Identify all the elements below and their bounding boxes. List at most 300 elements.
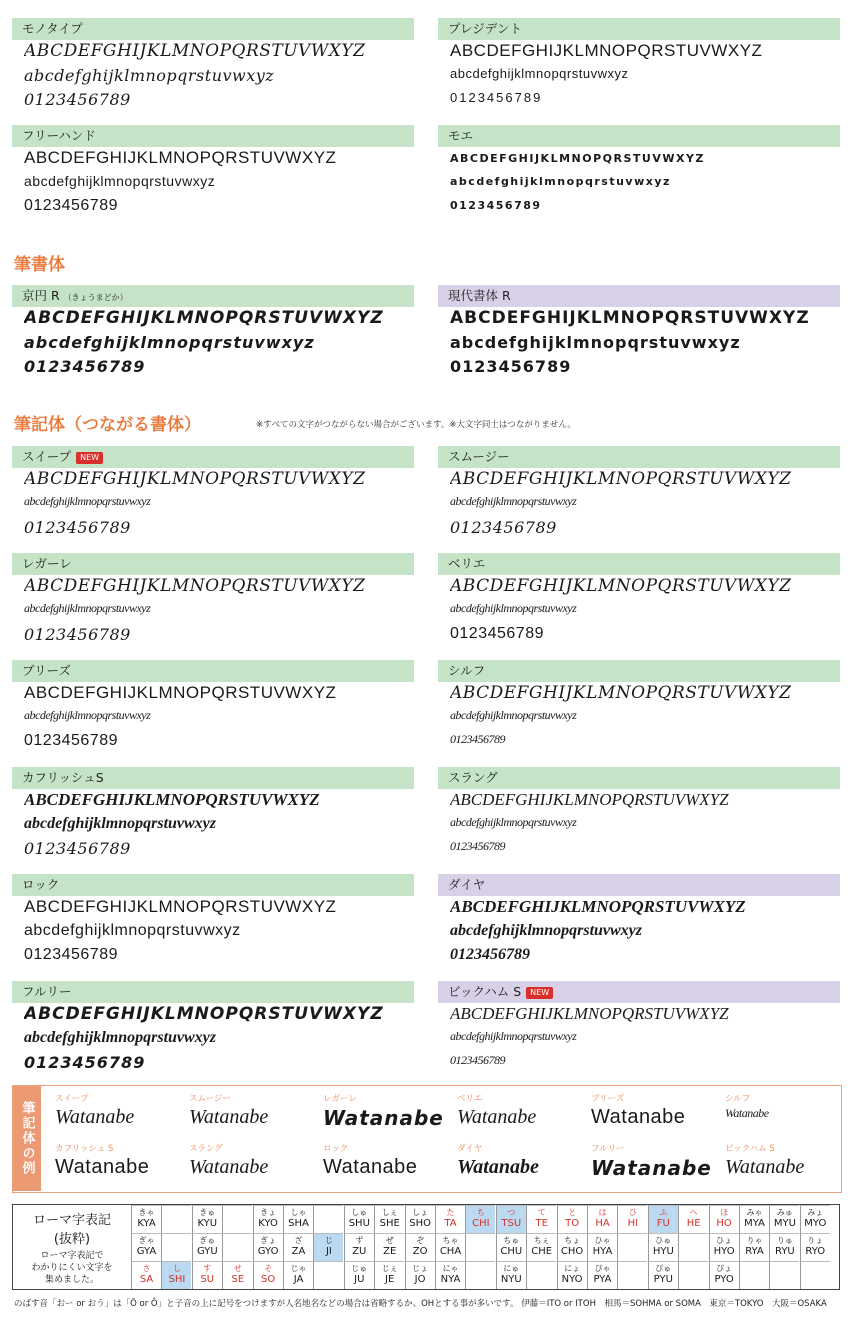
example-label: ダイヤ [457, 1144, 483, 1154]
font-card-script [438, 767, 840, 879]
sample-digits: 0123456789 [450, 199, 542, 212]
section-title-script: 筆記体（つながる書体） [14, 415, 201, 435]
romaji: HO [716, 1218, 732, 1229]
example-item [323, 1142, 453, 1190]
kana: ぴゃ [594, 1264, 611, 1273]
example-item [591, 1142, 721, 1190]
romaji-cell [800, 1261, 830, 1289]
font-name: スラング [448, 770, 498, 785]
kana: じ [324, 1236, 333, 1245]
sample-lower: abcdefghijklmnopqrstuvwxyz [450, 601, 577, 615]
font-name-bar: プレジデント [438, 18, 840, 40]
font-card-script [12, 874, 414, 986]
kana: みゃ [746, 1208, 763, 1217]
romaji: NYA [440, 1274, 461, 1285]
romaji-cell [678, 1205, 708, 1233]
romaji-cell [496, 1261, 526, 1289]
romaji-cell [222, 1261, 252, 1289]
romaji-cell [800, 1233, 830, 1261]
kana: しゃ [290, 1208, 307, 1217]
sample-digits: 0123456789 [24, 732, 118, 749]
example-word: Watanabe [55, 1106, 135, 1128]
romaji: HE [686, 1218, 701, 1229]
romaji-cell [709, 1261, 739, 1289]
romaji-desc: ローマ字表記で わかりにくい文字を 集めました。 [31, 1251, 113, 1285]
romaji-cell [131, 1205, 161, 1233]
font-name: レガーレ [22, 556, 72, 571]
example-label: スムージー [189, 1094, 231, 1104]
font-name: ダイヤ [448, 877, 486, 892]
romaji-cell [739, 1205, 769, 1233]
romaji: GYA [136, 1246, 157, 1257]
kana: す [203, 1264, 212, 1273]
romaji: HYO [713, 1246, 735, 1257]
example-word: Watanabe [189, 1106, 269, 1128]
romaji-cell [526, 1261, 556, 1289]
romaji-cell [222, 1205, 252, 1233]
footer-note: のばす音「おー or おう」は「Ō or Ô」と子音の上に記号をつけますが人名地名などの場合は省略するか、OHとする事が多いです。 伊藤＝ITO or ITOH 相馬＝SOHMA or SOMA 東京＝TOKYO 大阪＝OSAKA [14, 1299, 827, 1309]
sample-digits: 0123456789 [450, 625, 544, 642]
sample-upper: ABCDEFGHIJKLMNOPQRSTUVWXYZ [24, 576, 366, 596]
font-card-script [438, 874, 840, 986]
romaji: GYU [196, 1246, 218, 1257]
sample-digits: 0123456789 [24, 839, 131, 858]
kana: つ [507, 1208, 516, 1217]
kana: ぎゅ [199, 1236, 216, 1245]
sample-lower: abcdefghijklmnopqrstuvwxyz [24, 922, 241, 939]
romaji: NYU [500, 1274, 522, 1285]
romaji: JO [414, 1274, 426, 1285]
sample-upper: ABCDEFGHIJKLMNOPQRSTUVWXYZ [24, 469, 366, 489]
romaji: JA [293, 1274, 304, 1285]
font-name-bar [438, 767, 840, 789]
romaji: ZE [383, 1246, 397, 1257]
kana: ぎゃ [138, 1236, 155, 1245]
kana: ぎょ [260, 1236, 277, 1245]
sample-lower: abcdefghijklmnopqrstuvwxyz [450, 175, 671, 188]
romaji-cell [161, 1233, 191, 1261]
romaji-cell [131, 1233, 161, 1261]
romaji: TA [444, 1218, 457, 1229]
kana: きゅ [199, 1208, 216, 1217]
font-name-bar [12, 446, 414, 468]
font-name-bar: モノタイプ [12, 18, 414, 40]
romaji: RYA [745, 1246, 764, 1257]
sample-lower: abcdefghijklmnopqrstuvwxyz [450, 1029, 577, 1043]
font-name-bar [438, 660, 840, 682]
sample-digits: 0123456789 [450, 1053, 505, 1067]
romaji: PYA [593, 1274, 612, 1285]
kana: じぇ [381, 1264, 398, 1273]
examples-tag: 筆記体の例 [13, 1086, 41, 1191]
romaji-cell [253, 1233, 283, 1261]
sample-lower: abcdefghijklmnopqrstuvwxyz [24, 66, 275, 85]
font-name-bar: 現代書体 R [438, 285, 840, 307]
romaji: SE [231, 1274, 245, 1285]
romaji: SHO [409, 1218, 431, 1229]
sample-digits: 0123456789 [450, 732, 505, 746]
kana: ひょ [716, 1236, 733, 1245]
romaji-cell [587, 1261, 617, 1289]
kana: しょ [412, 1208, 429, 1217]
romaji-cell [222, 1233, 252, 1261]
example-label: ビックハム S [725, 1144, 775, 1154]
example-label: スイープ [55, 1094, 89, 1104]
romaji: JI [325, 1246, 332, 1257]
kana: じょ [412, 1264, 429, 1273]
romaji-cell [557, 1233, 587, 1261]
romaji-cell [374, 1261, 404, 1289]
romaji-cell [648, 1233, 678, 1261]
sample-upper: ABCDEFGHIJKLMNOPQRSTUVWXYZ [24, 41, 366, 61]
font-card-kyomadoka [12, 285, 414, 397]
kana: ぴょ [716, 1264, 733, 1273]
kana: ち [476, 1208, 485, 1217]
sample-lower: abcdefghijklmnopqrstuvwxyz [450, 922, 643, 939]
example-word: Watanabe [189, 1156, 269, 1178]
sample-upper: ABCDEFGHIJKLMNOPQRSTUVWXYZ [450, 308, 810, 328]
example-label: レガーレ [323, 1094, 357, 1104]
kana: しゅ [351, 1208, 368, 1217]
font-card-script [438, 446, 840, 558]
example-word: Watanabe [725, 1156, 805, 1178]
romaji-title-block [13, 1205, 131, 1289]
sample-lower: abcdefghijklmnopqrstuvwxyz [450, 815, 577, 829]
sample-upper: ABCDEFGHIJKLMNOPQRSTUVWXYZ [450, 1004, 729, 1023]
font-name-bar [438, 553, 840, 575]
romaji: ZO [412, 1246, 428, 1257]
sample-digits: 0123456789 [450, 518, 557, 537]
sample-upper: ABCDEFGHIJKLMNOPQRSTUVWXYZ [450, 469, 792, 489]
sample-lower: abcdefghijklmnopqrstuvwxyz [24, 708, 151, 722]
romaji-cell [435, 1261, 465, 1289]
example-label: ベリエ [457, 1094, 483, 1104]
romaji: PYO [714, 1274, 734, 1285]
example-item [55, 1092, 185, 1140]
romaji-cell [496, 1233, 526, 1261]
sample-digits: 0123456789 [450, 839, 505, 853]
kana: ざ [294, 1236, 303, 1245]
kana: ず [355, 1236, 364, 1245]
romaji-cell [587, 1205, 617, 1233]
romaji-cell [678, 1261, 708, 1289]
sample-lower: abcdefghijklmnopqrstuvwxyz [24, 601, 151, 615]
romaji: ZU [352, 1246, 367, 1257]
romaji-cell [617, 1233, 647, 1261]
font-name-bar [12, 285, 414, 307]
romaji-subtitle: (抜粋) [53, 1232, 91, 1247]
example-item [189, 1142, 319, 1190]
romaji-cell [465, 1233, 495, 1261]
font-card-president [438, 18, 840, 130]
romaji-cell [769, 1233, 799, 1261]
font-name-bar [12, 767, 414, 789]
kana: きゃ [138, 1208, 155, 1217]
sample-lower: abcdefghijklmnopqrstuvwxyz [24, 494, 151, 508]
example-word: Watanabe [457, 1156, 539, 1178]
romaji-cell [253, 1205, 283, 1233]
example-label: ブリーズ [591, 1094, 625, 1104]
romaji: HYU [652, 1246, 674, 1257]
kana: ちゃ [442, 1236, 459, 1245]
romaji-cell [192, 1261, 222, 1289]
romaji-cell [496, 1205, 526, 1233]
romaji: SU [200, 1274, 215, 1285]
sample-lower: abcdefghijklmnopqrstuvwxyz [24, 333, 315, 352]
kana: しぇ [381, 1208, 398, 1217]
romaji-cell [405, 1261, 435, 1289]
font-name: ベリエ [448, 556, 486, 571]
font-card-script [12, 660, 414, 772]
sample-upper: ABCDEFGHIJKLMNOPQRSTUVWXYZ [24, 308, 384, 328]
font-name: スイープ [22, 449, 72, 464]
sample-lower: abcdefghijklmnopqrstuvwxyz [450, 333, 741, 352]
sample-digits: 0123456789 [24, 1053, 146, 1072]
romaji-cell [344, 1205, 374, 1233]
section-title-brush: 筆書体 [14, 255, 65, 275]
romaji-cell [313, 1205, 343, 1233]
romaji: TO [565, 1218, 580, 1229]
font-name-bar: モエ [438, 125, 840, 147]
section-note-script: ※すべての文字がつながらない場合がございます。※大文字同士はつながりません。 [256, 420, 576, 430]
kana: ちぇ [533, 1236, 550, 1245]
romaji: SHA [288, 1218, 309, 1229]
sample-digits: 0123456789 [24, 518, 131, 537]
romaji: HA [595, 1218, 610, 1229]
sample-lower: abcdefghijklmnopqrstuvwxyz [24, 173, 216, 189]
kana: ふ [659, 1208, 668, 1217]
sample-upper: ABCDEFGHIJKLMNOPQRSTUVWXYZ [24, 683, 337, 702]
sample-upper: ABCDEFGHIJKLMNOPQRSTUVWXYZ [24, 897, 337, 916]
romaji: RYU [775, 1246, 795, 1257]
example-item [323, 1092, 453, 1140]
romaji-cell [283, 1261, 313, 1289]
romaji: JU [354, 1274, 365, 1285]
font-name: ビックハム S [448, 984, 522, 999]
example-item [457, 1142, 587, 1190]
romaji-title: ローマ字表記 [32, 1213, 111, 1228]
example-word: Watanabe [725, 1106, 769, 1120]
romaji: KYO [258, 1218, 278, 1229]
font-reading: （きょうまどか） [63, 293, 128, 302]
romaji-cell [374, 1205, 404, 1233]
kana: ぞ [416, 1236, 425, 1245]
romaji: CHI [472, 1218, 490, 1229]
romaji-cell [648, 1261, 678, 1289]
example-item [725, 1142, 852, 1190]
romaji-cell [769, 1205, 799, 1233]
romaji-cell [648, 1205, 678, 1233]
sample-digits: 0123456789 [24, 197, 118, 214]
sample-digits: 0123456789 [24, 357, 146, 376]
font-card-monotype [12, 18, 414, 130]
sample-upper: ABCDEFGHIJKLMNOPQRSTUVWXYZ [24, 790, 320, 809]
kana: にょ [564, 1264, 581, 1273]
sample-upper: ABCDEFGHIJKLMNOPQRSTUVWXYZ [450, 152, 705, 165]
font-name: シルフ [448, 663, 486, 678]
romaji: SA [139, 1274, 154, 1285]
font-name: ブリーズ [22, 663, 71, 678]
romaji-cell [557, 1205, 587, 1233]
example-item [189, 1092, 319, 1140]
examples-box [12, 1085, 842, 1193]
sample-lower: abcdefghijklmnopqrstuvwxyz [24, 1029, 217, 1046]
font-name: スムージー [448, 449, 510, 464]
sample-lower: abcdefghijklmnopqrstuvwxyz [450, 494, 577, 508]
sample-digits: 0123456789 [450, 357, 572, 376]
romaji: MYA [744, 1218, 765, 1229]
romaji-cell [526, 1205, 556, 1233]
romaji-cell [739, 1261, 769, 1289]
example-item [591, 1092, 721, 1140]
font-name-bar [438, 981, 840, 1003]
example-label: カフリッシュ S [55, 1144, 114, 1154]
kana: じゅ [351, 1264, 368, 1273]
romaji: RYO [805, 1246, 826, 1257]
romaji: ZA [291, 1246, 306, 1257]
example-word: Watanabe [323, 1106, 444, 1130]
romaji-cell [435, 1233, 465, 1261]
sample-upper: ABCDEFGHIJKLMNOPQRSTUVWXYZ [450, 683, 792, 703]
font-card-script [12, 981, 414, 1093]
romaji-cell [192, 1205, 222, 1233]
romaji-cell [678, 1233, 708, 1261]
font-card-moe [438, 125, 840, 237]
romaji: FU [656, 1218, 670, 1229]
kana: さ [142, 1264, 151, 1273]
sample-upper: ABCDEFGHIJKLMNOPQRSTUVWXYZ [24, 1004, 384, 1024]
romaji: GYO [257, 1246, 279, 1257]
sample-lower: abcdefghijklmnopqrstuvwxyz [450, 708, 577, 722]
romaji: TE [535, 1218, 548, 1229]
font-name-bar [12, 553, 414, 575]
romaji-cell [617, 1205, 647, 1233]
font-card-script [438, 553, 840, 665]
romaji: MYU [773, 1218, 796, 1229]
romaji-cell [405, 1233, 435, 1261]
font-name: フルリー [22, 984, 72, 999]
romaji-cell [283, 1205, 313, 1233]
font-card-script [438, 981, 840, 1093]
romaji-cell [526, 1233, 556, 1261]
romaji-cell [161, 1261, 191, 1289]
romaji-cell [709, 1233, 739, 1261]
example-label: ロック [323, 1144, 349, 1154]
romaji: SHE [379, 1218, 400, 1229]
sample-upper: ABCDEFGHIJKLMNOPQRSTUVWXYZ [24, 148, 337, 167]
kana: ぴゅ [655, 1264, 672, 1273]
font-card-script [12, 767, 414, 879]
romaji-cell [800, 1205, 830, 1233]
font-card-freehand [12, 125, 414, 237]
romaji-cell [435, 1205, 465, 1233]
romaji: SO [260, 1274, 276, 1285]
example-word: Watanabe [591, 1156, 712, 1180]
kana: にゃ [442, 1264, 459, 1273]
font-card-gendai [438, 285, 840, 397]
romaji: CHE [531, 1246, 553, 1257]
romaji-cell [283, 1233, 313, 1261]
sample-digits: 0123456789 [24, 90, 131, 109]
sample-digits: 0123456789 [450, 946, 530, 963]
romaji-cell [313, 1261, 343, 1289]
romaji-cell [344, 1233, 374, 1261]
kana: ぜ [385, 1236, 394, 1245]
font-name-bar [12, 660, 414, 682]
romaji-cell [769, 1261, 799, 1289]
kana: ひ [628, 1208, 637, 1217]
font-name-bar [438, 874, 840, 896]
font-name-bar [12, 981, 414, 1003]
romaji: TSU [501, 1218, 522, 1229]
romaji-cell [557, 1261, 587, 1289]
kana: て [537, 1208, 546, 1217]
romaji-cell [192, 1233, 222, 1261]
kana: ほ [720, 1208, 729, 1217]
font-name: ロック [22, 877, 60, 892]
example-label: シルフ [725, 1094, 751, 1104]
kana: せ [233, 1264, 242, 1273]
romaji-cell [739, 1233, 769, 1261]
romaji-cell [253, 1261, 283, 1289]
font-name-bar: フリーハンド [12, 125, 414, 147]
kana: ちゅ [503, 1236, 520, 1245]
romaji-cell [465, 1261, 495, 1289]
sample-digits: 0123456789 [450, 90, 543, 105]
example-label: スラング [189, 1144, 223, 1154]
romaji: MYO [804, 1218, 827, 1229]
romaji: KYU [197, 1218, 218, 1229]
kana: た [446, 1208, 455, 1217]
kana: ひゅ [655, 1236, 672, 1245]
font-card-script [12, 553, 414, 665]
romaji-cell [313, 1233, 343, 1261]
sample-digits: 0123456789 [24, 946, 118, 963]
font-card-script [438, 660, 840, 772]
new-badge: NEW [76, 452, 103, 464]
kana: にゅ [503, 1264, 520, 1273]
font-name: 京円 R [22, 288, 60, 303]
romaji: SHU [348, 1218, 370, 1229]
kana: きょ [260, 1208, 277, 1217]
example-word: Watanabe [55, 1156, 150, 1178]
romaji: KYA [137, 1218, 156, 1229]
example-item [55, 1142, 185, 1190]
romaji: CHA [439, 1246, 462, 1257]
sample-upper: ABCDEFGHIJKLMNOPQRSTUVWXYZ [450, 576, 792, 596]
kana: りゅ [776, 1236, 793, 1245]
romaji: CHU [500, 1246, 523, 1257]
romaji-cell [131, 1261, 161, 1289]
example-word: Watanabe [457, 1106, 537, 1128]
romaji-cell [465, 1205, 495, 1233]
example-item [725, 1092, 852, 1140]
kana: りょ [807, 1236, 824, 1245]
example-label: フルリー [591, 1144, 625, 1154]
romaji-cell [709, 1205, 739, 1233]
romaji-cell [617, 1261, 647, 1289]
kana: じゃ [290, 1264, 307, 1273]
example-word: Watanabe [591, 1106, 686, 1128]
romaji-cell [344, 1261, 374, 1289]
sample-upper: ABCDEFGHIJKLMNOPQRSTUVWXYZ [450, 41, 763, 60]
font-name-bar [12, 874, 414, 896]
kana: ちょ [564, 1236, 581, 1245]
kana: は [598, 1208, 607, 1217]
font-name-bar [438, 446, 840, 468]
romaji: PYU [653, 1274, 673, 1285]
romaji-cell [587, 1233, 617, 1261]
